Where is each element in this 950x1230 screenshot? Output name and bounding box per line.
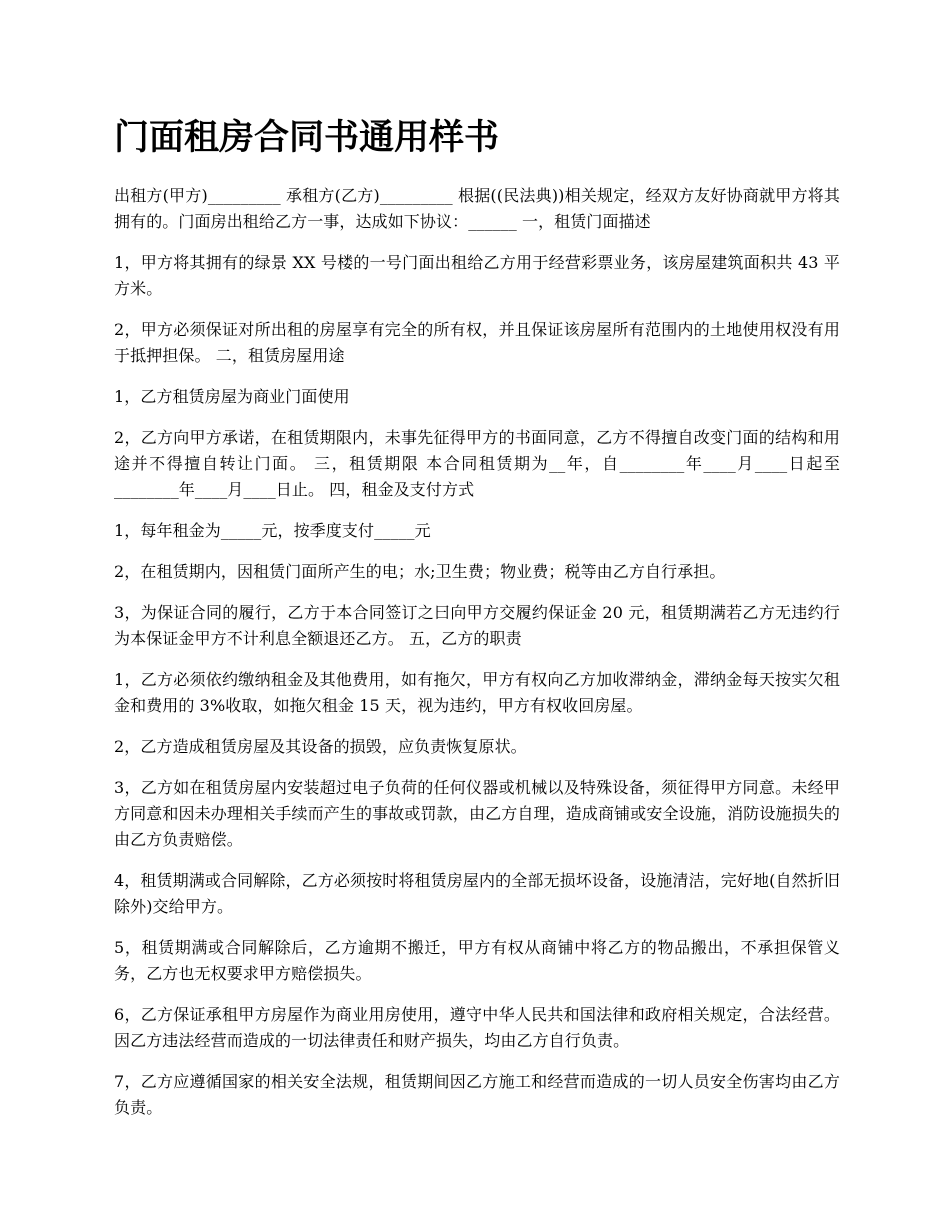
- document-body: [114, 183, 840, 1121]
- paragraph-4-1: 1，每年租金为_____元，按季度支付_____元: [114, 521, 431, 540]
- paragraph-1-2: 2，甲方必须保证对所出租的房屋享有完全的所有权，并且保证该房屋所有范围内的土地使用权没有用于抵押担保。 二，租赁房屋用途: [114, 320, 840, 365]
- paragraph-5-5: 5，租赁期满或合同解除后，乙方逾期不搬迁，甲方有权从商铺中将乙方的物品搬出，不承担保管义务，乙方也无权要求甲方赔偿损失。: [114, 938, 840, 983]
- paragraph-2-1: 1，乙方租赁房屋为商业门面使用: [114, 387, 350, 406]
- paragraph-5-2: 2，乙方造成租赁房屋及其设备的损毁，应负责恢复原状。: [114, 737, 527, 756]
- paragraph-5-3: 3，乙方如在租赁房屋内安装超过电子负荷的任何仪器或机械以及特殊设备，须征得甲方同意。未经甲方同意和因未办理相关手续而产生的事故或罚款，由乙方自理，造成商铺或安全设施，消防设施损失的由乙方负责赔偿。: [114, 778, 840, 849]
- paragraph-5-7: 7，乙方应遵循国家的相关安全法规，租赁期间因乙方施工和经营而造成的一切人员安全伤害均由乙方负责。: [114, 1072, 840, 1117]
- paragraph-4-2: 2，在租赁期内，因租赁门面所产生的电；水;卫生费；物业费；税等由乙方自行承担。: [114, 562, 726, 581]
- paragraph-5-4: 4，租赁期满或合同解除，乙方必须按时将租赁房屋内的全部无损坏设备，设施清洁，完好地(自然折旧除外)交给甲方。: [114, 871, 840, 916]
- paragraph-5-1: 1，乙方必须依约缴纳租金及其他费用，如有拖欠，甲方有权向乙方加收滞纳金，滞纳金每天按实欠租金和费用的 3%收取，如拖欠租金 15 天，视为违约，甲方有权收回房屋。: [114, 670, 840, 715]
- document-page: [114, 0, 840, 1136]
- paragraph-5-6: 6，乙方保证承租甲方房屋作为商业用房使用，遵守中华人民共和国法律和政府相关规定，合法经营。因乙方违法经营而造成的一切法律责任和财产损失，均由乙方自行负责。: [114, 1005, 840, 1050]
- paragraph-2-2: 2，乙方向甲方承诺，在租赁期限内，未事先征得甲方的书面同意，乙方不得擅自改变门面的结构和用途并不得擅自转让门面。 三，租赁期限 本合同租赁期为__年，自________年____月____日起至________年____月____日止。 四，租金及支付方式: [114, 428, 840, 499]
- document-title: 门面租房合同书通用样书: [114, 117, 500, 158]
- paragraph-intro: 出租方(甲方)_________ 承租方(乙方)_________ 根据((民法典))相关规定，经双方友好协商就甲方将其拥有的。门面房出租给乙方一事，达成如下协议：______ 一，租赁门面描述: [114, 186, 840, 231]
- paragraph-4-3: 3，为保证合同的履行，乙方于本合同签订之曰向甲方交履约保证金 20 元，租赁期满若乙方无违约行为本保证金甲方不计利息全额退还乙方。 五，乙方的职责: [114, 603, 840, 648]
- paragraph-1-1: 1，甲方将其拥有的绿景 XX 号楼的一号门面出租给乙方用于经营彩票业务，该房屋建筑面积共 43 平方米。: [114, 253, 840, 298]
